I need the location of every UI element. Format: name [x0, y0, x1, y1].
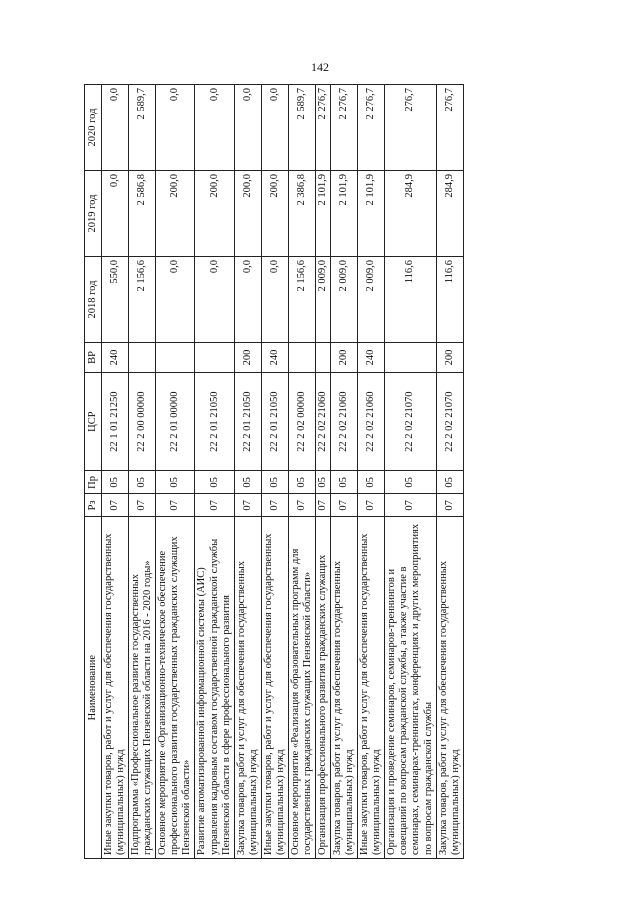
- table-row: [385, 85, 436, 859]
- cell-2020: 2 276,7: [331, 85, 358, 171]
- cell-csr: 22 1 01 21250: [102, 372, 129, 471]
- cell-csr: 22 2 02 21060: [316, 372, 331, 471]
- cell-pr: 05: [436, 471, 463, 494]
- cell-csr: 22 2 01 00000: [156, 372, 195, 471]
- cell-name: Развитие автоматизированной информационной системы (АИС) управления кадровым составом государственной гражданской службы Пензенской области в сфере профессионального развития: [195, 517, 234, 859]
- table-header-row: [85, 85, 102, 859]
- cell-pr: 05: [358, 471, 385, 494]
- cell-2018: 0,0: [234, 257, 261, 343]
- cell-2018: 550,0: [102, 257, 129, 343]
- table-row: [102, 85, 129, 859]
- cell-rz: 07: [358, 494, 385, 517]
- cell-rz: 07: [102, 494, 129, 517]
- header-vr: ВР: [85, 343, 102, 373]
- cell-name: Закупка товаров, работ и услуг для обеспечения государственных (муниципальных) нужд: [331, 517, 358, 859]
- header-rz: Рз: [85, 494, 102, 517]
- cell-2018: 116,6: [385, 257, 436, 343]
- cell-name: Иные закупки товаров, работ и услуг для обеспечения государственных (муниципальных) нужд: [358, 517, 385, 859]
- cell-2018: 2 156,6: [129, 257, 156, 343]
- header-name: Наименование: [85, 517, 102, 859]
- cell-csr: 22 2 02 21070: [385, 372, 436, 471]
- cell-vr: [288, 343, 315, 373]
- cell-rz: 07: [316, 494, 331, 517]
- cell-2019: 2 386,8: [288, 171, 315, 257]
- cell-vr: 240: [358, 343, 385, 373]
- cell-2020: 2 276,7: [316, 85, 331, 171]
- cell-csr: 22 2 02 21070: [436, 372, 463, 471]
- cell-vr: [129, 343, 156, 373]
- cell-name: Подпрограмма «Профессиональное развитие государственных гражданских служащих Пензенской области на 2016 - 2020 годы»: [129, 517, 156, 859]
- cell-vr: 240: [261, 343, 288, 373]
- cell-2020: 276,7: [436, 85, 463, 171]
- cell-rz: 07: [385, 494, 436, 517]
- cell-pr: 05: [156, 471, 195, 494]
- cell-csr: 22 2 01 21050: [234, 372, 261, 471]
- table-row: [156, 85, 195, 859]
- cell-2018: 2 156,6: [288, 257, 315, 343]
- cell-2020: 2 276,7: [358, 85, 385, 171]
- table-row: [331, 85, 358, 859]
- cell-rz: 07: [234, 494, 261, 517]
- cell-rz: 07: [156, 494, 195, 517]
- cell-2019: 200,0: [156, 171, 195, 257]
- cell-2019: 284,9: [385, 171, 436, 257]
- cell-pr: 05: [316, 471, 331, 494]
- budget-table: [84, 84, 464, 859]
- cell-2020: 0,0: [195, 85, 234, 171]
- cell-2018: 0,0: [195, 257, 234, 343]
- cell-rz: 07: [288, 494, 315, 517]
- cell-2018: 0,0: [261, 257, 288, 343]
- rotated-table-frame: [84, 84, 564, 859]
- cell-2018: 2 009,0: [316, 257, 331, 343]
- cell-2018: 116,6: [436, 257, 463, 343]
- cell-2019: 200,0: [261, 171, 288, 257]
- cell-csr: 22 2 02 00000: [288, 372, 315, 471]
- cell-vr: [316, 343, 331, 373]
- header-2019: 2019 год: [85, 171, 102, 257]
- cell-pr: 05: [234, 471, 261, 494]
- cell-name: Основное мероприятие «Организационно-техническое обеспечение профессионального развития государственных гражданских служащих Пензенской области»: [156, 517, 195, 859]
- cell-2020: 276,7: [385, 85, 436, 171]
- table-row: [261, 85, 288, 859]
- table-body: [102, 85, 464, 859]
- cell-vr: 200: [436, 343, 463, 373]
- cell-pr: 05: [288, 471, 315, 494]
- cell-rz: 07: [195, 494, 234, 517]
- cell-vr: 200: [234, 343, 261, 373]
- table-row: [358, 85, 385, 859]
- table-row: [436, 85, 463, 859]
- cell-vr: [195, 343, 234, 373]
- cell-rz: 07: [261, 494, 288, 517]
- cell-2019: 0,0: [102, 171, 129, 257]
- cell-pr: 05: [129, 471, 156, 494]
- cell-2019: 284,9: [436, 171, 463, 257]
- cell-2019: 2 101,9: [316, 171, 331, 257]
- table-row: [195, 85, 234, 859]
- cell-rz: 07: [436, 494, 463, 517]
- header-2018: 2018 год: [85, 257, 102, 343]
- header-csr: ЦСР: [85, 372, 102, 471]
- cell-csr: 22 2 02 21060: [358, 372, 385, 471]
- cell-2019: 2 586,8: [129, 171, 156, 257]
- cell-name: Закупка товаров, работ и услуг для обеспечения государственных (муниципальных) нужд: [234, 517, 261, 859]
- cell-pr: 05: [195, 471, 234, 494]
- cell-vr: 200: [331, 343, 358, 373]
- cell-2020: 0,0: [156, 85, 195, 171]
- cell-vr: 240: [102, 343, 129, 373]
- cell-name: Организация и проведение семинаров, семинаров-треннингов и совещаний по вопросам гражданской службы, а также участие в семинарах, семинарах-треннингах, конференциях и других мероприятиях по вопросам гражданской службы: [385, 517, 436, 859]
- cell-2018: 0,0: [156, 257, 195, 343]
- cell-2020: 0,0: [102, 85, 129, 171]
- cell-name: Закупка товаров, работ и услуг для обеспечения государственных (муниципальных) нужд: [436, 517, 463, 859]
- cell-2019: 200,0: [195, 171, 234, 257]
- cell-2018: 2 009,0: [331, 257, 358, 343]
- cell-pr: 05: [331, 471, 358, 494]
- page-number: 142: [311, 60, 329, 74]
- cell-rz: 07: [331, 494, 358, 517]
- cell-vr: [385, 343, 436, 373]
- cell-name: Иные закупки товаров, работ и услуг для обеспечения государственных (муниципальных) нужд: [102, 517, 129, 859]
- rotated-table-content: [84, 84, 564, 859]
- table-row: [288, 85, 315, 859]
- cell-csr: 22 2 02 21060: [331, 372, 358, 471]
- cell-2019: 2 101,9: [358, 171, 385, 257]
- header-2020: 2020 год: [85, 85, 102, 171]
- cell-2019: 200,0: [234, 171, 261, 257]
- header-pr: Пр: [85, 471, 102, 494]
- cell-2020: 2 589,7: [288, 85, 315, 171]
- table-row: [316, 85, 331, 859]
- cell-name: Основное мероприятие «Реализация образовательных программ для государственных гражданских служащих Пензенской области»: [288, 517, 315, 859]
- cell-csr: 22 2 01 21050: [195, 372, 234, 471]
- cell-name: Иные закупки товаров, работ и услуг для обеспечения государственных (муниципальных) нужд: [261, 517, 288, 859]
- cell-csr: 22 2 00 00000: [129, 372, 156, 471]
- cell-rz: 07: [129, 494, 156, 517]
- cell-name: Организация профессионального развития гражданских служащих: [316, 517, 331, 859]
- cell-2020: 0,0: [234, 85, 261, 171]
- cell-pr: 05: [261, 471, 288, 494]
- cell-pr: 05: [385, 471, 436, 494]
- cell-2020: 0,0: [261, 85, 288, 171]
- table-row: [234, 85, 261, 859]
- cell-2020: 2 589,7: [129, 85, 156, 171]
- cell-2019: 2 101,9: [331, 171, 358, 257]
- cell-csr: 22 2 01 21050: [261, 372, 288, 471]
- cell-2018: 2 009,0: [358, 257, 385, 343]
- table-row: [129, 85, 156, 859]
- cell-vr: [156, 343, 195, 373]
- cell-pr: 05: [102, 471, 129, 494]
